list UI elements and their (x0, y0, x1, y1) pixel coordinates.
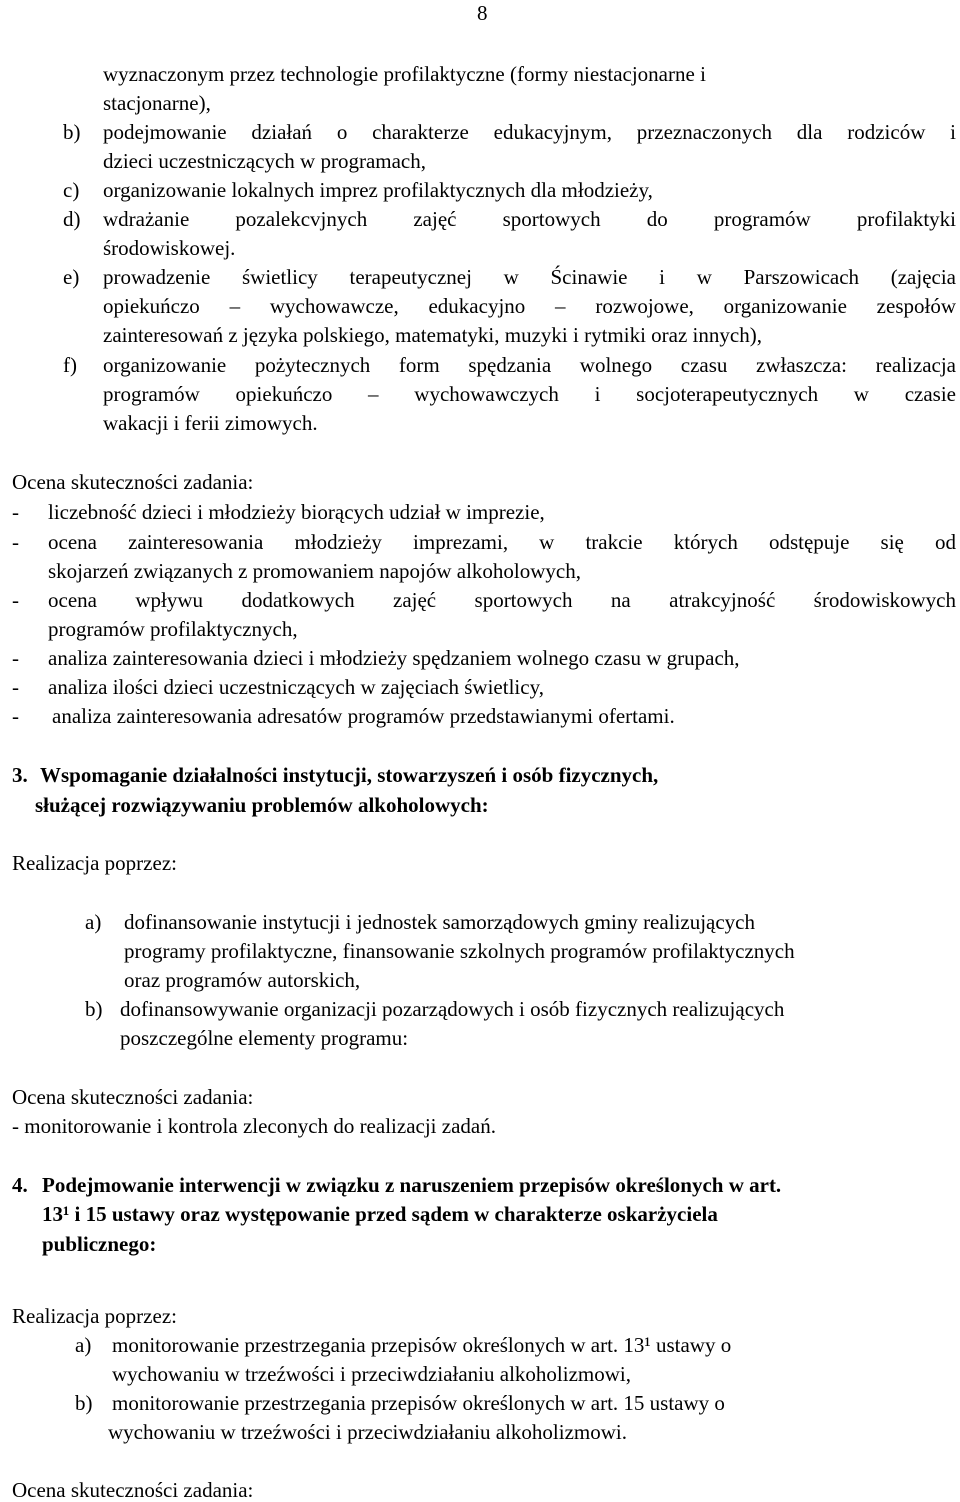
assessment-item-6: analiza zainteresowania adresatów programów przedstawianymi ofertami. (52, 704, 675, 728)
list-item-c-line-1: organizowanie lokalnych imprez profilaktycznych dla młodzieży, (103, 178, 653, 202)
list-item-a-line-1: wyznaczonym przez technologie profilaktyczne (formy niestacjonarne i (103, 62, 706, 86)
list-marker-d: d) (63, 207, 81, 231)
assessment-heading: Ocena skuteczności zadania: (12, 1085, 254, 1109)
section-3-item-a-line-3: oraz programów autorskich, (124, 968, 361, 992)
section-4-title-line-2: 13¹ i 15 ustawy oraz występowanie przed sądem w charakterze oskarżyciela (42, 1202, 718, 1226)
assessment-item-2-line-2: skojarzeń związanych z promowaniem napojów alkoholowych, (48, 559, 581, 583)
section-4-number: 4. (12, 1173, 28, 1197)
list-item-b-line-1: podejmowanie działań o charakterze edukacyjnym, przeznaczonych dla rodziców i (103, 120, 956, 144)
dash-marker: - (12, 588, 19, 612)
list-item-f-line-2: programów opiekuńczo – wychowawczych i socjoterapeutycznych w czasie (103, 382, 956, 406)
list-item-f-line-3: wakacji i ferii zimowych. (103, 411, 318, 435)
assessment-item-3-line-2: programów profilaktycznych, (48, 617, 298, 641)
list-item-f-line-1: organizowanie pożytecznych form spędzania wolnego czasu zwłaszcza: realizacja (103, 353, 956, 377)
section-3-number: 3. (12, 763, 28, 787)
section-3-item-a-line-1: dofinansowanie instytucji i jednostek samorządowych gminy realizujących (124, 910, 755, 934)
assessment-item-4: analiza zainteresowania dzieci i młodzieży spędzaniem wolnego czasu w grupach, (48, 646, 740, 670)
section-3-title-line-1: Wspomaganie działalności instytucji, stowarzyszeń i osób fizycznych, (40, 763, 659, 787)
list-marker-a: a) (75, 1333, 92, 1357)
section-3-title-line-2: służącej rozwiązywaniu problemów alkoholowych: (35, 793, 489, 817)
list-item-b-line-2: dzieci uczestniczących w programach, (103, 149, 426, 173)
dash-marker: - (12, 646, 19, 670)
assessment-item-2-line-1: ocena zainteresowania młodzieży imprezami, w trakcie których odstępuje się od (48, 530, 956, 554)
list-item-e-line-1: prowadzenie świetlicy terapeutycznej w Ścinawie i w Parszowicach (zajęcia (103, 265, 956, 289)
assessment-item-3-line-1: ocena wpływu dodatkowych zajęć sportowych na atrakcyjność środowiskowych (48, 588, 956, 612)
list-marker-b: b) (85, 997, 103, 1021)
realization-label: Realizacja poprzez: (12, 851, 177, 875)
section-4-title-line-3: publicznego: (42, 1232, 157, 1256)
section-3-item-a-line-2: programy profilaktyczne, finansowanie szkolnych programów profilaktycznych (124, 939, 795, 963)
assessment-item-5: analiza ilości dzieci uczestniczących w zajęciach świetlicy, (48, 675, 544, 699)
dash-marker: - (12, 704, 19, 728)
section-4-item-a-line-2: wychowaniu w trzeźwości i przeciwdziałaniu alkoholizmowi, (112, 1362, 631, 1386)
list-marker-a: a) (85, 910, 102, 934)
section-4-item-a-line-1: monitorowanie przestrzegania przepisów określonych w art. 13¹ ustawy o (112, 1333, 732, 1357)
assessment-heading: Ocena skuteczności zadania: (12, 1478, 254, 1502)
realization-label: Realizacja poprzez: (12, 1304, 177, 1328)
list-item-e-line-3: zainteresowań z języka polskiego, matematyki, muzyki i rytmiki oraz innych), (103, 323, 762, 347)
section-3-item-b-line-1: dofinansowywanie organizacji pozarządowych i osób fizycznych realizujących (120, 997, 785, 1021)
list-marker-f: f) (63, 353, 77, 377)
assessment-item-1: liczebność dzieci i młodzieży biorących udział w imprezie, (48, 500, 545, 524)
section-3-item-b-line-2: poszczególne elementy programu: (120, 1026, 409, 1050)
section-4-item-b-line-2: wychowaniu w trzeźwości i przeciwdziałaniu alkoholizmowi. (108, 1420, 627, 1444)
list-marker-e: e) (63, 265, 80, 289)
dash-marker: - (12, 675, 19, 699)
list-marker-b: b) (63, 120, 81, 144)
list-item-e-line-2: opiekuńczo – wychowawcze, edukacyjno – rozwojowe, organizowanie zespołów (103, 294, 956, 318)
list-item-d-line-2: środowiskowej. (103, 236, 236, 260)
list-marker-c: c) (63, 178, 80, 202)
assessment-heading: Ocena skuteczności zadania: (12, 470, 254, 494)
page-number: 8 (477, 1, 488, 25)
assessment-item: - monitorowanie i kontrola zleconych do realizacji zadań. (12, 1114, 496, 1138)
dash-marker: - (12, 530, 19, 554)
section-4-title-line-1: Podejmowanie interwencji w związku z naruszeniem przepisów określonych w art. (42, 1173, 782, 1197)
dash-marker: - (12, 500, 19, 524)
list-item-d-line-1: wdrażanie pozalekcvjnych zajęć sportowych do programów profilaktyki (103, 207, 956, 231)
list-item-a-line-2: stacjonarne), (103, 91, 211, 115)
list-marker-b: b) (75, 1391, 93, 1415)
section-4-item-b-line-1: monitorowanie przestrzegania przepisów określonych w art. 15 ustawy o (112, 1391, 725, 1415)
